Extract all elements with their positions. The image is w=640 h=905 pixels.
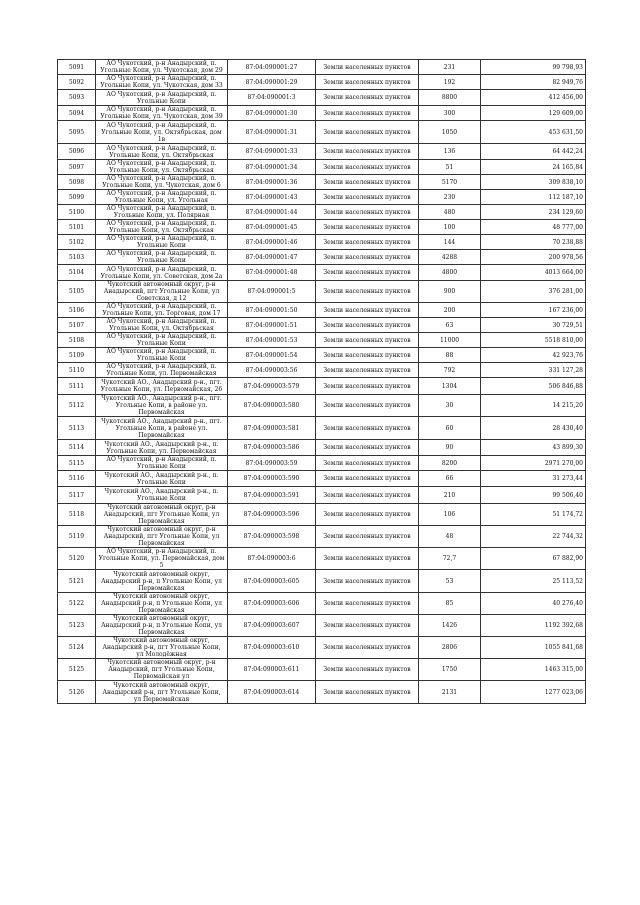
cell-num: 5123 bbox=[58, 615, 96, 637]
table-row bbox=[58, 333, 586, 348]
cell-value: 412 456,00 bbox=[481, 90, 586, 106]
cell-num: 5102 bbox=[58, 235, 96, 250]
cell-num: 5105 bbox=[58, 281, 96, 303]
cell-address: АО Чукотский, р-н Анадырский, п. Угольные Копи, ул. Торговая, дом 17 bbox=[96, 303, 228, 318]
table-row bbox=[58, 175, 586, 190]
cell-num: 5121 bbox=[58, 570, 96, 593]
cell-area: 2131 bbox=[419, 681, 481, 704]
cell-category: Земли населенных пунктов bbox=[316, 615, 419, 637]
cell-category: Земли населенных пунктов bbox=[316, 205, 419, 220]
cell-value: 42 923,76 bbox=[481, 348, 586, 363]
cell-value: 22 744,32 bbox=[481, 526, 586, 548]
table-row bbox=[58, 440, 586, 456]
table-row bbox=[58, 504, 586, 526]
cell-address: Чукотский АО., Анадырский р-н., пгт. Угольные Копи, в районе ул. Первомайская bbox=[96, 417, 228, 440]
cell-cadastral: 87:04:090003:580 bbox=[228, 395, 316, 417]
cell-address: АО Чукотский, р-н Анадырский, п. Угольные Копи, ул. Полярная bbox=[96, 205, 228, 220]
cell-num: 5093 bbox=[58, 90, 96, 106]
cell-num: 5124 bbox=[58, 637, 96, 659]
cell-num: 5112 bbox=[58, 395, 96, 417]
table-row bbox=[58, 303, 586, 318]
cell-cadastral: 87:04:090003:586 bbox=[228, 440, 316, 456]
cell-address: АО Чукотский, р-н Анадырский, п. Угольные Копи, ул. Советская, дом 2а bbox=[96, 265, 228, 281]
cell-category: Земли населенных пунктов bbox=[316, 265, 419, 281]
cell-cadastral: 87:04:090003:579 bbox=[228, 378, 316, 395]
cell-area: 1050 bbox=[419, 121, 481, 144]
table-row bbox=[58, 637, 586, 659]
cell-num: 5106 bbox=[58, 303, 96, 318]
cell-address: Чукотский автономный округ, Анадырский р-н, п Угольные Копи, ул Первомайская bbox=[96, 593, 228, 615]
cell-category: Земли населенных пунктов bbox=[316, 456, 419, 471]
cell-cadastral: 87:04:090001:5 bbox=[228, 281, 316, 303]
table-row bbox=[58, 570, 586, 593]
table-row bbox=[58, 548, 586, 570]
cell-area: 1426 bbox=[419, 615, 481, 637]
cell-category: Земли населенных пунктов bbox=[316, 526, 419, 548]
cell-value: 25 113,52 bbox=[481, 570, 586, 593]
cell-cadastral: 87:04:090001:44 bbox=[228, 205, 316, 220]
cell-value: 48 777,00 bbox=[481, 220, 586, 235]
cell-num: 5114 bbox=[58, 440, 96, 456]
cell-cadastral: 87:04:090003:606 bbox=[228, 593, 316, 615]
cell-area: 230 bbox=[419, 190, 481, 205]
cell-area: 90 bbox=[419, 440, 481, 456]
cell-address: АО Чукотский, р-н Анадырский, п. Угольные Копи, ул. Октябрьская bbox=[96, 160, 228, 175]
cell-address: АО Чукотский, р-н Анадырский, п. Угольные Копи, ул. Чукотская, дом 39 bbox=[96, 106, 228, 121]
cell-area: 66 bbox=[419, 471, 481, 487]
cell-num: 5109 bbox=[58, 348, 96, 363]
cell-num: 5101 bbox=[58, 220, 96, 235]
cell-area: 106 bbox=[419, 504, 481, 526]
cell-area: 100 bbox=[419, 220, 481, 235]
cell-cadastral: 87:04:090003:607 bbox=[228, 615, 316, 637]
cell-num: 5107 bbox=[58, 318, 96, 333]
cell-cadastral: 87:04:090001:29 bbox=[228, 75, 316, 90]
cell-value: 4013 664,00 bbox=[481, 265, 586, 281]
cell-area: 48 bbox=[419, 526, 481, 548]
cell-num: 5125 bbox=[58, 659, 96, 681]
cell-address: АО Чукотский, р-н Анадырский, п. Угольные Копи bbox=[96, 456, 228, 471]
cell-cadastral: 87:04:090001:27 bbox=[228, 60, 316, 75]
cell-cadastral: 87:04:090003:598 bbox=[228, 526, 316, 548]
cell-value: 43 899,30 bbox=[481, 440, 586, 456]
cell-category: Земли населенных пунктов bbox=[316, 90, 419, 106]
cell-cadastral: 87:04:090001:54 bbox=[228, 348, 316, 363]
cell-cadastral: 87:04:090003:59 bbox=[228, 456, 316, 471]
cell-category: Земли населенных пунктов bbox=[316, 175, 419, 190]
cell-category: Земли населенных пунктов bbox=[316, 363, 419, 378]
cell-cadastral: 87:04:090001:36 bbox=[228, 175, 316, 190]
table-row bbox=[58, 190, 586, 205]
cell-value: 31 273,44 bbox=[481, 471, 586, 487]
cell-category: Земли населенных пунктов bbox=[316, 378, 419, 395]
cell-category: Земли населенных пунктов bbox=[316, 303, 419, 318]
cell-cadastral: 87:04:090001:47 bbox=[228, 250, 316, 265]
cell-cadastral: 87:04:090003:56 bbox=[228, 363, 316, 378]
cell-category: Земли населенных пунктов bbox=[316, 504, 419, 526]
cell-address: Чукотский автономный округ, Анадырский р-н, п Угольные Копи, ул Первомайская bbox=[96, 570, 228, 593]
cell-num: 5094 bbox=[58, 106, 96, 121]
cell-address: Чукотский АО., Анадырский р-н., пгт. Угольные Копи, в районе ул. Первомайская bbox=[96, 395, 228, 417]
cell-area: 53 bbox=[419, 570, 481, 593]
cell-num: 5115 bbox=[58, 456, 96, 471]
cell-category: Земли населенных пунктов bbox=[316, 106, 419, 121]
cell-category: Земли населенных пунктов bbox=[316, 548, 419, 570]
cell-address: АО Чукотский, р-н Анадырский, п. Угольные Копи bbox=[96, 250, 228, 265]
cell-address: АО Чукотский, р-н Анадырский, п. Угольные Копи, ул. Октябрьская bbox=[96, 318, 228, 333]
cell-category: Земли населенных пунктов bbox=[316, 417, 419, 440]
cell-area: 85 bbox=[419, 593, 481, 615]
cell-area: 5170 bbox=[419, 175, 481, 190]
cell-area: 1304 bbox=[419, 378, 481, 395]
table-row bbox=[58, 348, 586, 363]
cell-area: 63 bbox=[419, 318, 481, 333]
cell-value: 309 838,10 bbox=[481, 175, 586, 190]
cell-cadastral: 87:04:090003:596 bbox=[228, 504, 316, 526]
cell-category: Земли населенных пунктов bbox=[316, 487, 419, 504]
cell-category: Земли населенных пунктов bbox=[316, 121, 419, 144]
cell-num: 5104 bbox=[58, 265, 96, 281]
table-row bbox=[58, 205, 586, 220]
cell-address: АО Чукотский, р-н Анадырский, п. Угольные Копи, ул. Первомайская, дом 5 bbox=[96, 548, 228, 570]
table-row bbox=[58, 681, 586, 704]
cell-value: 1463 315,00 bbox=[481, 659, 586, 681]
table-row bbox=[58, 250, 586, 265]
cell-area: 136 bbox=[419, 144, 481, 160]
cell-cadastral: 87:04:090003:6 bbox=[228, 548, 316, 570]
cell-category: Земли населенных пунктов bbox=[316, 395, 419, 417]
cell-cadastral: 87:04:090001:30 bbox=[228, 106, 316, 121]
table-row bbox=[58, 456, 586, 471]
table-row bbox=[58, 160, 586, 175]
cell-cadastral: 87:04:090001:34 bbox=[228, 160, 316, 175]
cell-area: 30 bbox=[419, 395, 481, 417]
table-row bbox=[58, 526, 586, 548]
cell-address: Чукотский автономный округ, р-н Анадырский, пгт Угольные Копи, ул Первомайская bbox=[96, 526, 228, 548]
cell-area: 72,7 bbox=[419, 548, 481, 570]
table-row bbox=[58, 363, 586, 378]
cell-category: Земли населенных пунктов bbox=[316, 60, 419, 75]
table-row bbox=[58, 265, 586, 281]
cell-cadastral: 87:04:090003:591 bbox=[228, 487, 316, 504]
cell-area: 300 bbox=[419, 106, 481, 121]
cell-area: 192 bbox=[419, 75, 481, 90]
cell-area: 144 bbox=[419, 235, 481, 250]
cell-address: АО Чукотский, р-н Анадырский, п. Угольные Копи bbox=[96, 333, 228, 348]
cell-category: Земли населенных пунктов bbox=[316, 318, 419, 333]
cell-address: Чукотский автономный округ, Анадырский р-н, пгт Угольные Копи, ул Молодёжная bbox=[96, 637, 228, 659]
cell-cadastral: 87:04:090003:590 bbox=[228, 471, 316, 487]
cell-num: 5120 bbox=[58, 548, 96, 570]
cell-category: Земли населенных пунктов bbox=[316, 593, 419, 615]
cell-num: 5116 bbox=[58, 471, 96, 487]
table-row bbox=[58, 60, 586, 75]
cell-category: Земли населенных пунктов bbox=[316, 348, 419, 363]
cell-value: 1277 023,06 bbox=[481, 681, 586, 704]
cell-address: АО Чукотский, р-н Анадырский, п. Угольные Копи, ул. Чукотская, дом 29 bbox=[96, 60, 228, 75]
cell-value: 64 442,24 bbox=[481, 144, 586, 160]
table-row bbox=[58, 659, 586, 681]
cell-value: 1055 841,68 bbox=[481, 637, 586, 659]
cell-num: 5095 bbox=[58, 121, 96, 144]
table-row bbox=[58, 235, 586, 250]
cell-category: Земли населенных пунктов bbox=[316, 637, 419, 659]
cell-category: Земли населенных пунктов bbox=[316, 333, 419, 348]
cell-num: 5096 bbox=[58, 144, 96, 160]
cell-area: 4288 bbox=[419, 250, 481, 265]
cell-category: Земли населенных пунктов bbox=[316, 681, 419, 704]
cell-cadastral: 87:04:090001:46 bbox=[228, 235, 316, 250]
cell-num: 5126 bbox=[58, 681, 96, 704]
cell-category: Земли населенных пунктов bbox=[316, 250, 419, 265]
cell-address: АО Чукотский, р-н Анадырский, п. Угольные Копи, ул. Первомайская bbox=[96, 363, 228, 378]
cell-address: Чукотский автономный округ, Анадырский р-н, пгт Угольные Копи, ул Первомайская bbox=[96, 681, 228, 704]
cell-area: 8200 bbox=[419, 456, 481, 471]
cell-category: Земли населенных пунктов bbox=[316, 440, 419, 456]
cell-address: АО Чукотский, р-н Анадырский, п. Угольные Копи, ул. Угольная bbox=[96, 190, 228, 205]
cell-cadastral: 87:04:090003:581 bbox=[228, 417, 316, 440]
table-row bbox=[58, 318, 586, 333]
cell-value: 234 129,60 bbox=[481, 205, 586, 220]
cell-area: 8800 bbox=[419, 90, 481, 106]
cell-value: 40 276,40 bbox=[481, 593, 586, 615]
cell-address: Чукотский автономный округ, р-н Анадырский, пгт Угольные Копи, ул Советская, д 12 bbox=[96, 281, 228, 303]
cell-value: 28 430,40 bbox=[481, 417, 586, 440]
cell-address: АО Чукотский, р-н Анадырский, п. Угольные Копи, ул. Октябрьская, дом 1в bbox=[96, 121, 228, 144]
cell-num: 5099 bbox=[58, 190, 96, 205]
cell-category: Земли населенных пунктов bbox=[316, 471, 419, 487]
table-body bbox=[58, 60, 586, 704]
cell-value: 14 215,20 bbox=[481, 395, 586, 417]
cell-value: 99 506,40 bbox=[481, 487, 586, 504]
cell-area: 200 bbox=[419, 303, 481, 318]
cell-value: 30 729,51 bbox=[481, 318, 586, 333]
table-row bbox=[58, 417, 586, 440]
cell-address: Чукотский автономный округ, р-н Анадырский, пгт Угольные Копи, ул Первомайская bbox=[96, 504, 228, 526]
table-row bbox=[58, 281, 586, 303]
cell-category: Земли населенных пунктов bbox=[316, 75, 419, 90]
cell-category: Земли населенных пунктов bbox=[316, 144, 419, 160]
cell-value: 129 609,00 bbox=[481, 106, 586, 121]
cell-category: Земли населенных пунктов bbox=[316, 190, 419, 205]
table-row bbox=[58, 378, 586, 395]
table-row bbox=[58, 75, 586, 90]
cell-value: 200 978,56 bbox=[481, 250, 586, 265]
cell-area: 2806 bbox=[419, 637, 481, 659]
cell-cadastral: 87:04:090001:51 bbox=[228, 318, 316, 333]
cell-category: Земли населенных пунктов bbox=[316, 659, 419, 681]
cell-address: Чукотский АО., Анадырский р-н., п. Угольные Копи bbox=[96, 487, 228, 504]
cell-num: 5092 bbox=[58, 75, 96, 90]
cell-address: АО Чукотский, р-н Анадырский, п. Угольные Копи, ул. Октябрьская bbox=[96, 220, 228, 235]
cell-area: 1750 bbox=[419, 659, 481, 681]
cell-num: 5113 bbox=[58, 417, 96, 440]
cell-address: Чукотский автономный округ, Анадырский р-н, п Угольные Копи, ул Первомайская bbox=[96, 615, 228, 637]
cell-category: Земли населенных пунктов bbox=[316, 570, 419, 593]
cell-value: 453 631,50 bbox=[481, 121, 586, 144]
cell-cadastral: 87:04:090001:45 bbox=[228, 220, 316, 235]
cell-num: 5119 bbox=[58, 526, 96, 548]
table-row bbox=[58, 395, 586, 417]
cell-cadastral: 87:04:090001:48 bbox=[228, 265, 316, 281]
land-registry-table bbox=[57, 59, 586, 704]
cell-address: АО Чукотский, р-н Анадырский, п. Угольные Копи bbox=[96, 348, 228, 363]
cell-category: Земли населенных пунктов bbox=[316, 220, 419, 235]
cell-value: 82 949,76 bbox=[481, 75, 586, 90]
cell-value: 67 882,90 bbox=[481, 548, 586, 570]
cell-address: АО Чукотский, р-н Анадырский, п. Угольные Копи, ул. Октябрьская bbox=[96, 144, 228, 160]
table-row bbox=[58, 90, 586, 106]
cell-value: 167 236,00 bbox=[481, 303, 586, 318]
cell-num: 5108 bbox=[58, 333, 96, 348]
cell-num: 5097 bbox=[58, 160, 96, 175]
cell-num: 5111 bbox=[58, 378, 96, 395]
cell-num: 5110 bbox=[58, 363, 96, 378]
cell-cadastral: 87:04:090001:31 bbox=[228, 121, 316, 144]
cell-cadastral: 87:04:090001:3 bbox=[228, 90, 316, 106]
cell-area: 11000 bbox=[419, 333, 481, 348]
cell-area: 231 bbox=[419, 60, 481, 75]
cell-category: Земли населенных пунктов bbox=[316, 235, 419, 250]
cell-value: 112 187,10 bbox=[481, 190, 586, 205]
cell-value: 5518 810,00 bbox=[481, 333, 586, 348]
table-row bbox=[58, 593, 586, 615]
cell-cadastral: 87:04:090001:50 bbox=[228, 303, 316, 318]
cell-area: 51 bbox=[419, 160, 481, 175]
cell-cadastral: 87:04:090001:33 bbox=[228, 144, 316, 160]
cell-value: 331 127,28 bbox=[481, 363, 586, 378]
cell-value: 70 238,88 bbox=[481, 235, 586, 250]
cell-value: 376 281,00 bbox=[481, 281, 586, 303]
cell-address: Чукотский автономный округ, р-н Анадырский, пгт Угольные Копи, Первомайская ул bbox=[96, 659, 228, 681]
cell-num: 5122 bbox=[58, 593, 96, 615]
table-row bbox=[58, 471, 586, 487]
cell-area: 792 bbox=[419, 363, 481, 378]
table-row bbox=[58, 487, 586, 504]
cell-num: 5118 bbox=[58, 504, 96, 526]
cell-area: 480 bbox=[419, 205, 481, 220]
cell-num: 5091 bbox=[58, 60, 96, 75]
cell-cadastral: 87:04:090003:610 bbox=[228, 637, 316, 659]
cell-value: 506 846,88 bbox=[481, 378, 586, 395]
table-row bbox=[58, 106, 586, 121]
cell-address: Чукотский АО., Анадырский р-н., пгт. Угольные Копи, ул. Первомайская, 26 bbox=[96, 378, 228, 395]
cell-num: 5117 bbox=[58, 487, 96, 504]
cell-cadastral: 87:04:090003:605 bbox=[228, 570, 316, 593]
cell-area: 210 bbox=[419, 487, 481, 504]
cell-area: 60 bbox=[419, 417, 481, 440]
cell-value: 99 798,93 bbox=[481, 60, 586, 75]
table-row bbox=[58, 615, 586, 637]
cell-area: 88 bbox=[419, 348, 481, 363]
cell-cadastral: 87:04:090003:611 bbox=[228, 659, 316, 681]
cell-value: 24 165,84 bbox=[481, 160, 586, 175]
cell-address: АО Чукотский, р-н Анадырский, п. Угольные Копи, ул. Чукотская, дом 6 bbox=[96, 175, 228, 190]
table-row bbox=[58, 220, 586, 235]
cell-category: Земли населенных пунктов bbox=[316, 160, 419, 175]
cell-category: Земли населенных пунктов bbox=[316, 281, 419, 303]
cell-area: 900 bbox=[419, 281, 481, 303]
cell-cadastral: 87:04:090001:53 bbox=[228, 333, 316, 348]
cell-value: 2971 270,00 bbox=[481, 456, 586, 471]
cell-value: 51 174,72 bbox=[481, 504, 586, 526]
cell-address: Чукотский АО., Анадырский р-н., п. Угольные Копи, ул. Первомайская bbox=[96, 440, 228, 456]
cell-address: Чукотский АО., Анадырский р-н., п. Угольные Копи bbox=[96, 471, 228, 487]
cell-cadastral: 87:04:090001:43 bbox=[228, 190, 316, 205]
cell-value: 1192 392,68 bbox=[481, 615, 586, 637]
cell-num: 5098 bbox=[58, 175, 96, 190]
cell-num: 5100 bbox=[58, 205, 96, 220]
cell-cadastral: 87:04:090003:614 bbox=[228, 681, 316, 704]
cell-address: АО Чукотский, р-н Анадырский, п. Угольные Копи, ул. Чукотская, дом 33 bbox=[96, 75, 228, 90]
cell-address: АО Чукотский, р-н Анадырский, п. Угольные Копи bbox=[96, 235, 228, 250]
table-row bbox=[58, 144, 586, 160]
table-row bbox=[58, 121, 586, 144]
cell-address: АО Чукотский, р-н Анадырский, п. Угольные Копи bbox=[96, 90, 228, 106]
cell-num: 5103 bbox=[58, 250, 96, 265]
cell-area: 4800 bbox=[419, 265, 481, 281]
